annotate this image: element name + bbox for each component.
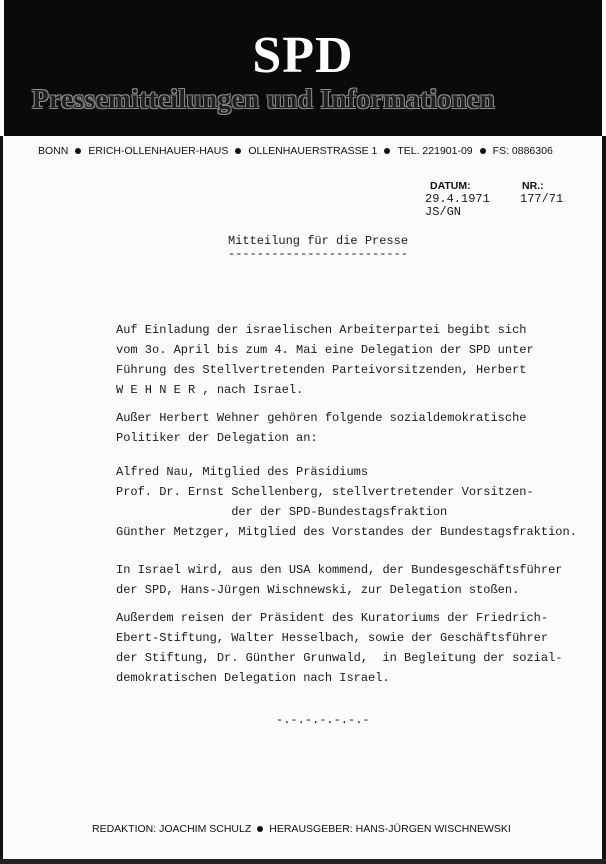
text-line: Auf Einladung der israelischen Arbeiterpartei begibt sich (116, 323, 527, 337)
text-line: Günther Metzger, Mitglied des Vorstandes der Bundestagsfraktion. (116, 525, 577, 539)
datum-value: 29.4.1971 (425, 192, 490, 206)
text-line: Ebert-Stiftung, Walter Hesselbach, sowie der Geschäftsführer (116, 631, 549, 645)
text-line: vom 3o. April bis zum 4. Mai eine Delegation der SPD unter (116, 343, 534, 357)
bullet-icon (235, 148, 241, 154)
letterhead-subtitle: Pressemitteilungen und Informationen (32, 84, 496, 114)
scan-edge-bottom (0, 859, 606, 864)
text-line: Alfred Nau, Mitglied des Präsidiums (116, 465, 369, 479)
initials: JS/GN (425, 205, 462, 219)
spd-logo: SPD (252, 27, 354, 84)
bullet-icon (257, 826, 263, 832)
text-line: der Stiftung, Dr. Günther Grunwald, in Begleitung der sozial- (116, 651, 563, 665)
text-line: W E H N E R , nach Israel. (116, 383, 304, 397)
text-line: Außerdem reisen der Präsident des Kuratoriums der Friedrich- (116, 611, 549, 625)
address-phone: TEL. 221901-09 (397, 145, 473, 157)
address-line (38, 145, 588, 157)
datum-label: DATUM: (430, 180, 471, 192)
text-line: Politiker der Delegation an: (116, 431, 318, 445)
address-street: OLLENHAUERSTRASSE 1 (248, 145, 378, 157)
bullet-icon (384, 148, 390, 154)
paragraph-israel (116, 560, 562, 600)
footer-editor: REDAKTION: JOACHIM SCHULZ (92, 823, 252, 835)
scan-edge-right (602, 136, 606, 864)
end-mark: -.-.-.-.-.-.- (276, 713, 370, 727)
text-line: Führung des Stellvertretenden Parteivorsitzenden, Herbert (116, 363, 527, 377)
bullet-icon (480, 148, 486, 154)
text-line: der SPD, Hans-Jürgen Wischnewski, zur Delegation stoßen. (116, 583, 520, 597)
paragraph-invitation (116, 320, 534, 400)
footer-publisher: HERAUSGEBER: HANS-JÜRGEN WISCHNEWSKI (269, 823, 511, 835)
address-city: BONN (38, 145, 69, 157)
paragraph-member-list (116, 462, 577, 542)
nr-label: NR.: (522, 180, 544, 192)
text-line: Prof. Dr. Ernst Schellenberg, stellvertretender Vorsitzen- (116, 485, 534, 499)
paragraph-members-intro (116, 408, 526, 448)
nr-value: 177/71 (520, 192, 564, 206)
scan-edge-left (0, 136, 3, 864)
bullet-icon (75, 148, 81, 154)
text-line: Außer Herbert Wehner gehören folgende sozialdemokratische (116, 411, 527, 425)
address-telex: FS: 0886306 (492, 145, 553, 157)
paragraph-foundation (116, 608, 562, 688)
text-line: In Israel wird, aus den USA kommend, der Bundesgeschäftsführer (116, 563, 563, 577)
address-building: ERICH-OLLENHAUER-HAUS (88, 145, 229, 157)
footer-line (92, 823, 511, 835)
title-underline: ------------------------- (228, 247, 409, 261)
page-title: Mitteilung für die Presse (228, 234, 409, 248)
text-line: demokratischen Delegation nach Israel. (116, 671, 390, 685)
text-line: der der SPD-Bundestagsfraktion (116, 505, 448, 519)
